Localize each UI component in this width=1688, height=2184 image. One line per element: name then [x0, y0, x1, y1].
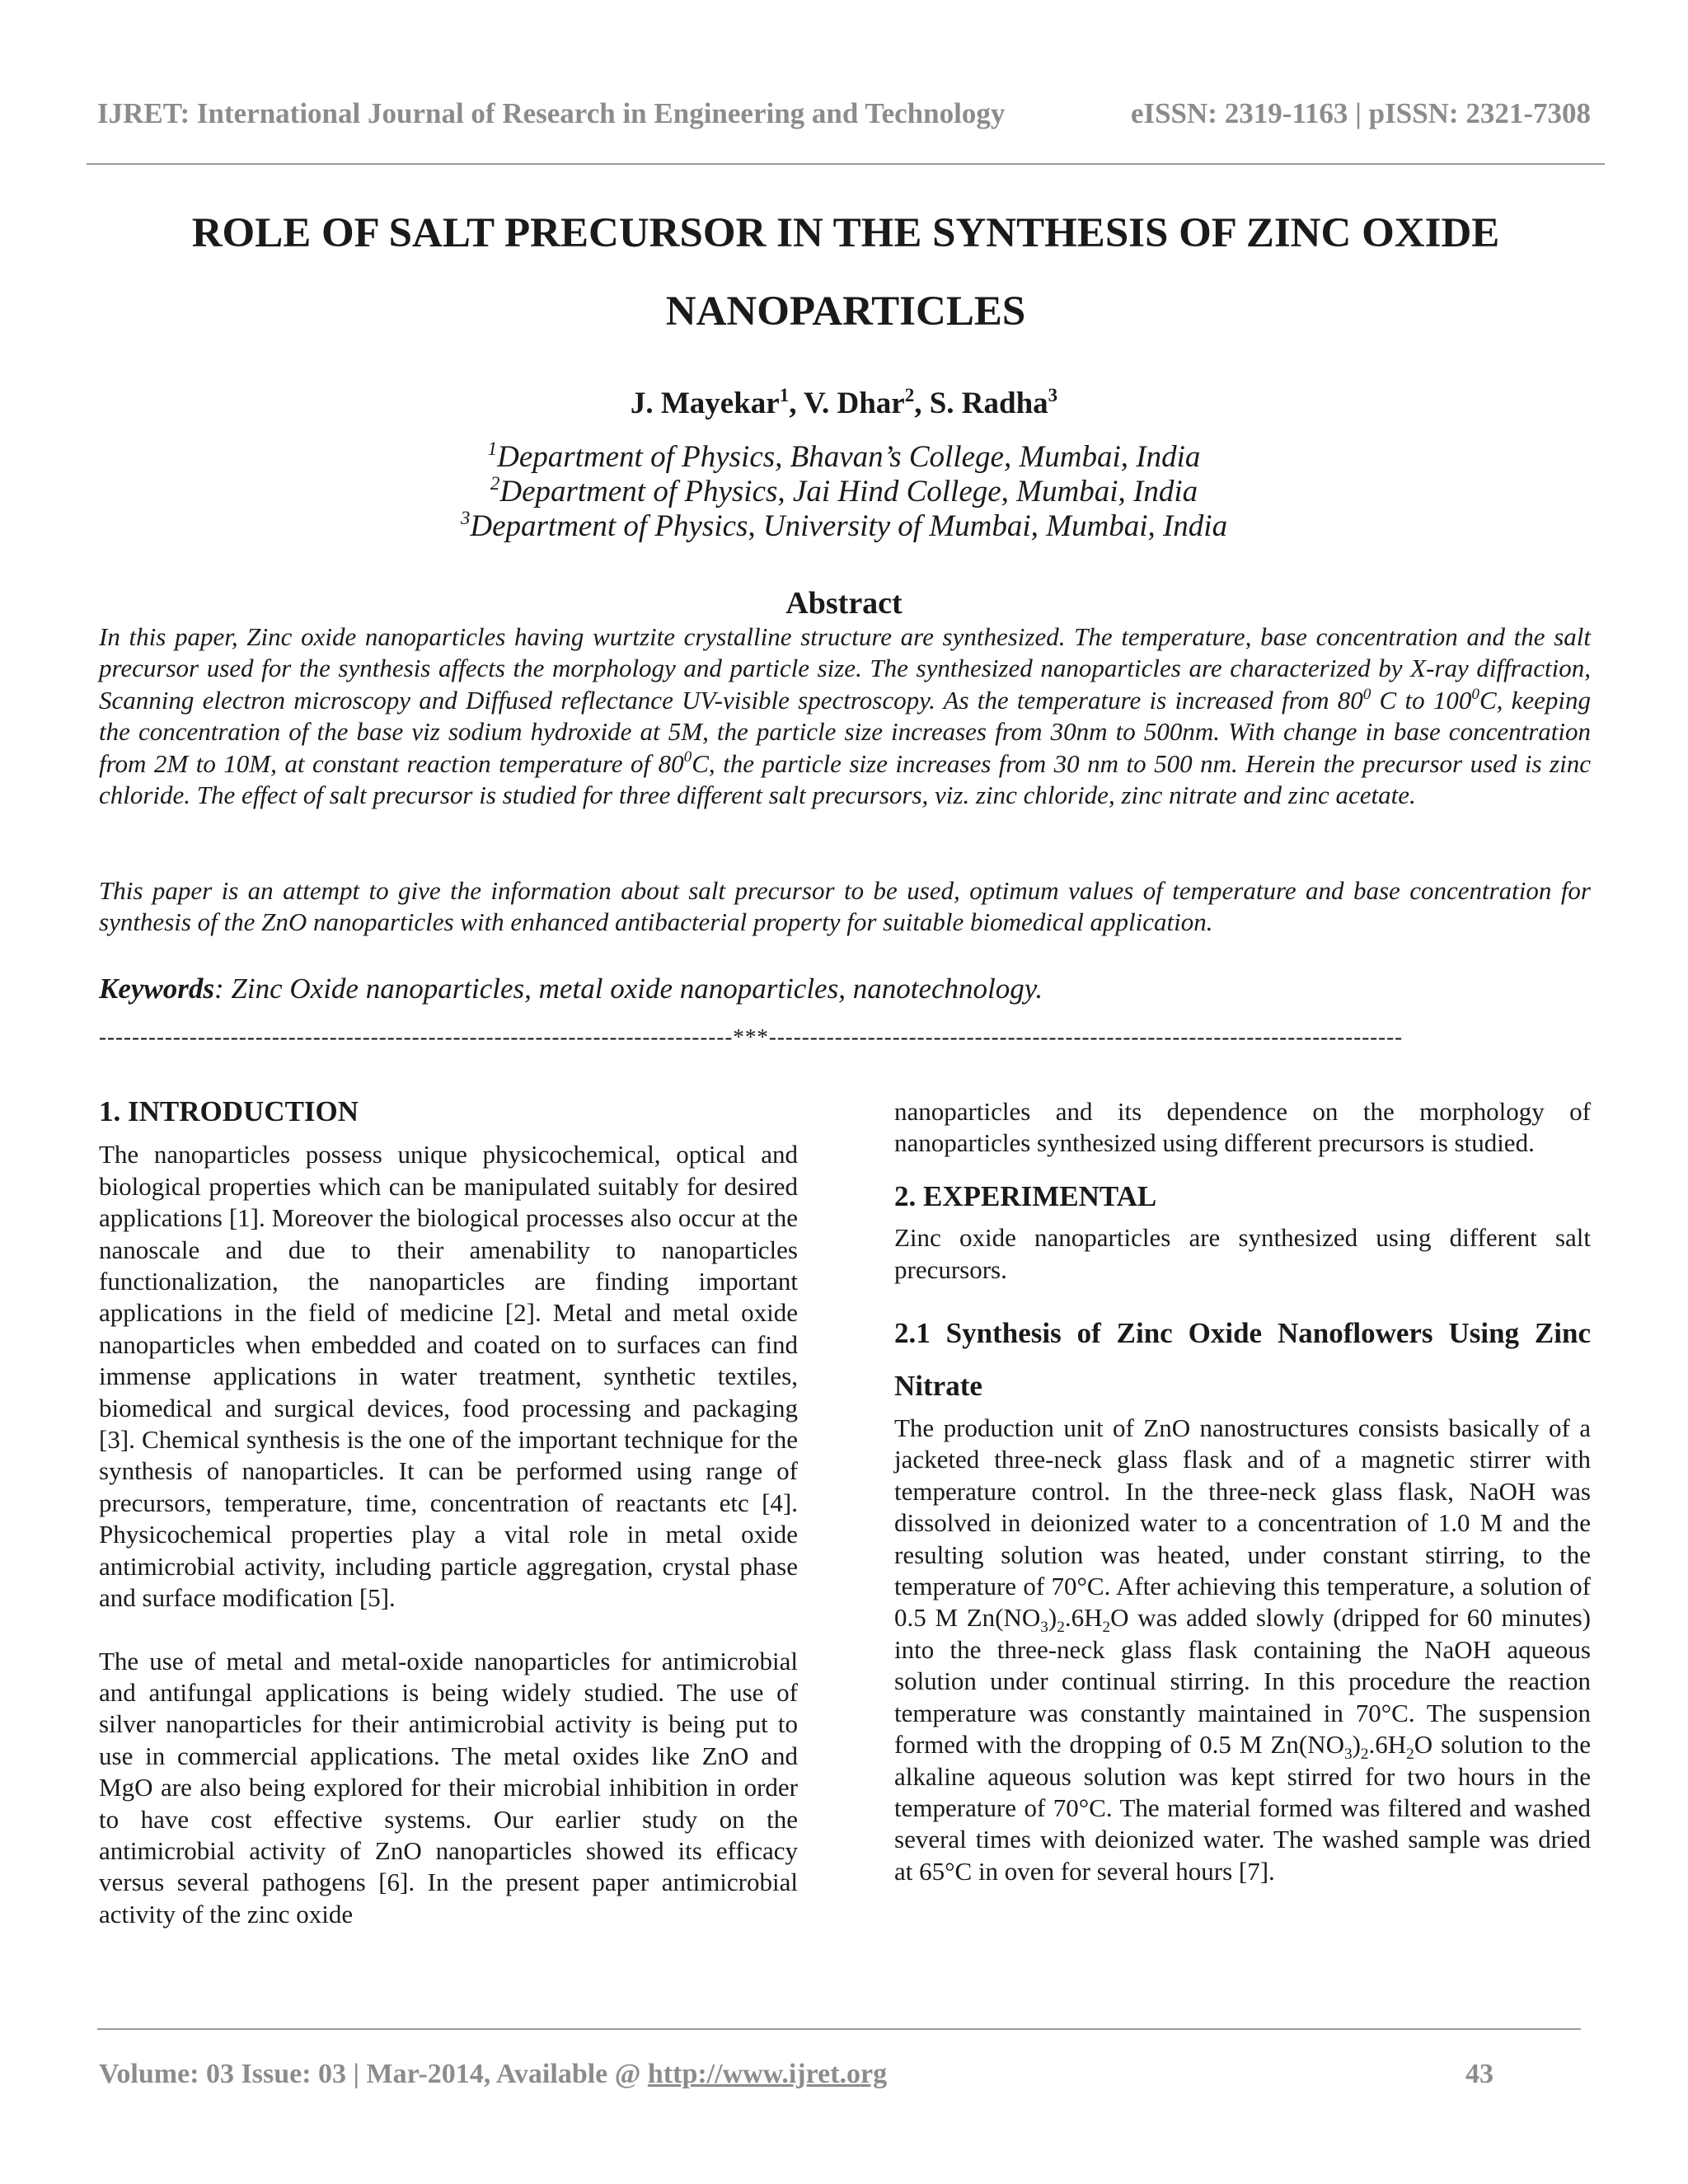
synthesis-text-c: .6H: [1064, 1603, 1103, 1633]
formula-sub: 3: [1040, 1619, 1048, 1637]
synthesis-paragraph: [894, 1413, 1591, 1887]
degree-sup: 0: [1362, 685, 1372, 703]
footer: [99, 2059, 1500, 2090]
abstract-text-c: C, keeping the concentration of the base viz sodium hydroxide at 5M, the particle size increases from 30nm to 500nm. With change in base concentration from 2M to 10M, at constant reaction temperature of 80: [99, 685, 1591, 778]
synthesis-text-e: ): [1352, 1730, 1361, 1760]
experimental-paragraph: Zinc oxide nanoparticles are synthesized using different salt precursors.: [894, 1223, 1591, 1284]
formula-sub: 2: [1057, 1619, 1065, 1637]
introduction-continued: nanoparticles and its dependence on the morphology of nanoparticles synthesized using different precursors is studied.: [894, 1097, 1591, 1158]
keywords-label: Keywords: [99, 972, 214, 1005]
experimental-heading: 2. EXPERIMENTAL: [894, 1179, 1157, 1212]
abstract-paragraph-1: [99, 621, 1591, 811]
author-2: V. Dhar: [804, 387, 905, 420]
introduction-paragraph-2: The use of metal and metal-oxide nanoparticles for antimicrobial and antifungal applications is being widely studied. The use of silver nanoparticles for their antimicrobial activity is being put to use in commercial applications. The metal oxides like ZnO and MgO are also being explored for their microbial inhibition in order to have cost effective systems. Our earlier study on the antimicrobial activity of ZnO nanoparticles showed its efficacy versus several pathogens [6]. In the present paper antimicrobial activity of the zinc oxide: [99, 1646, 798, 1929]
author-2-sup: 2: [904, 384, 915, 405]
footer-rule: [97, 2028, 1581, 2030]
affiliation-3-text: Department of Physics, University of Mumbai, Mumbai, India: [470, 509, 1228, 543]
introduction-heading: 1. INTRODUCTION: [99, 1095, 359, 1127]
synthesis-text-f: .6H: [1368, 1730, 1407, 1760]
synthesis-heading-line-1: 2.1 Synthesis of Zinc Oxide Nanoflowers Using Zinc: [894, 1317, 1591, 1350]
synthesis-text-g: O solution to the alkaline aqueous solution was kept stirred for two hours in the temperature of 70°C. The material formed was filtered and washed several times with deionized water. The washed sample was dried at 65°C in oven for several hours [7].: [894, 1730, 1591, 1886]
abstract-text-b: C to 100: [1371, 685, 1472, 715]
affiliation-3-sup: 3: [460, 507, 471, 528]
page-number: 43: [1465, 2059, 1493, 2089]
title-line-2: NANOPARTICLES: [665, 288, 1026, 335]
synthesis-text-d: O was added slowly (dripped for 60 minutes) into the three-neck glass flask containing the NaOH aqueous solution under continual stirring. In this procedure the reaction temperature was constantly maintained in 70°C. The suspension formed with the dropping of 0.5 M Zn(NO: [894, 1603, 1591, 1760]
journal-name: IJRET: International Journal of Research in Engineering and Technology: [97, 97, 1006, 129]
abstract-text-a: In this paper, Zinc oxide nanoparticles having wurtzite crystalline structure are synthesized. The temperature, base concentration and the salt precursor used for the synthesis affects the morphology and particle size. The synthesized nanoparticles are characterized by X-ray diffraction, Scanning electron microscopy and Diffused reflectance UV-visible spectroscopy. As the temperature is increased from 80: [99, 622, 1591, 715]
formula-sub: 3: [1343, 1746, 1353, 1764]
running-header: [97, 97, 1591, 130]
degree-sup: 0: [1471, 685, 1479, 703]
affiliation-1: [0, 440, 1688, 475]
abstract-text-d: C, the particle size increases from 30 nm to 500 nm. Herein the precursor used is zinc chloride. The effect of salt precursor is studied for three different salt precursors, viz. zinc chloride, zinc nitrate and zinc acetate.: [99, 748, 1591, 810]
paper-title: [87, 194, 1605, 351]
affiliation-2: [0, 472, 1688, 509]
right-column: [894, 1096, 1591, 1887]
author-1-sup: 1: [779, 384, 790, 405]
formula-sub: 2: [1406, 1746, 1414, 1764]
abstract-paragraph-2: This paper is an attempt to give the information about salt precursor to be used, optimum values of temperature and base concentration for synthesis of the ZnO nanoparticles with enhanced antibacterial property for suitable biomedical application.: [99, 876, 1591, 937]
keywords: [99, 972, 1591, 1005]
abstract-heading: Abstract: [785, 586, 903, 621]
section-separator: -----------------------------------------------------------------------------***-----------------------------------------------------------------------------: [99, 1024, 1404, 1049]
author-3-sup: 3: [1048, 384, 1058, 405]
header-rule: [87, 163, 1605, 165]
synthesis-heading-line-2: Nitrate: [894, 1370, 982, 1403]
affiliation-3: [0, 509, 1688, 544]
issn: eISSN: 2319-1163 | pISSN: 2321-7308: [1130, 97, 1591, 129]
affiliation-2-sup: 2: [490, 472, 500, 494]
synthesis-text-b: ): [1048, 1603, 1057, 1633]
formula-sub: 2: [1102, 1619, 1111, 1637]
footer-volume: Volume: 03 Issue: 03 | Mar-2014, Available @: [99, 2059, 648, 2089]
title-line-1: ROLE OF SALT PRECURSOR IN THE SYNTHESIS OF ZINC OXIDE: [191, 210, 1500, 256]
affiliation-2-text: Department of Physics, Jai Hind College, Mumbai, India: [499, 475, 1198, 509]
keywords-text: : Zinc Oxide nanoparticles, metal oxide nanoparticles, nanotechnology.: [214, 972, 1043, 1005]
authors: J. Mayekar$^1$, V. Dhar$^2$, S. Radha$^3$: [630, 384, 1058, 420]
introduction-paragraph-1: The nanoparticles possess unique physicochemical, optical and biological properties which can be manipulated suitably for desired applications [1]. Moreover the biological processes also occur at the nanoscale and due to their amenability to nanoparticles functionalization, the nanoparticles are finding important applications in the field of medicine [2]. Metal and metal oxide nanoparticles when embedded and coated on to surfaces can find immense applications in water treatment, synthetic textiles, biomedical and surgical devices, food processing and packaging [3]. Chemical synthesis is the one of the important technique for the synthesis of nanoparticles. It can be performed using range of precursors, temperature, time, concentration of reactants etc [4]. Physicochemical properties play a vital role in metal oxide antimicrobial activity, including particle aggregation, crystal phase and surface modification [5].: [99, 1140, 798, 1613]
degree-sup: 0: [683, 748, 692, 766]
affiliation-1-text: Department of Physics, Bhavan’s College, Mumbai, India: [497, 440, 1201, 474]
synthesis-text-a: The production unit of ZnO nanostructures consists basically of a jacketed three-neck glass flask and of a magnetic stirrer with temperature control. In the three-neck glass flask, NaOH was dissolved in deionized water to a concentration of 1.0 M and the resulting solution was heated, under constant stirring, to the temperature of 70°C. After achieving this temperature, a solution of 0.5 M Zn(NO: [894, 1413, 1591, 1633]
formula-sub: 2: [1360, 1746, 1369, 1764]
journal-link[interactable]: http://www.ijret.org: [647, 2059, 888, 2089]
author-3: S. Radha: [929, 387, 1048, 420]
author-1: J. Mayekar: [630, 387, 780, 420]
affiliation-1-sup: 1: [487, 438, 498, 459]
left-column: [99, 1096, 798, 1930]
